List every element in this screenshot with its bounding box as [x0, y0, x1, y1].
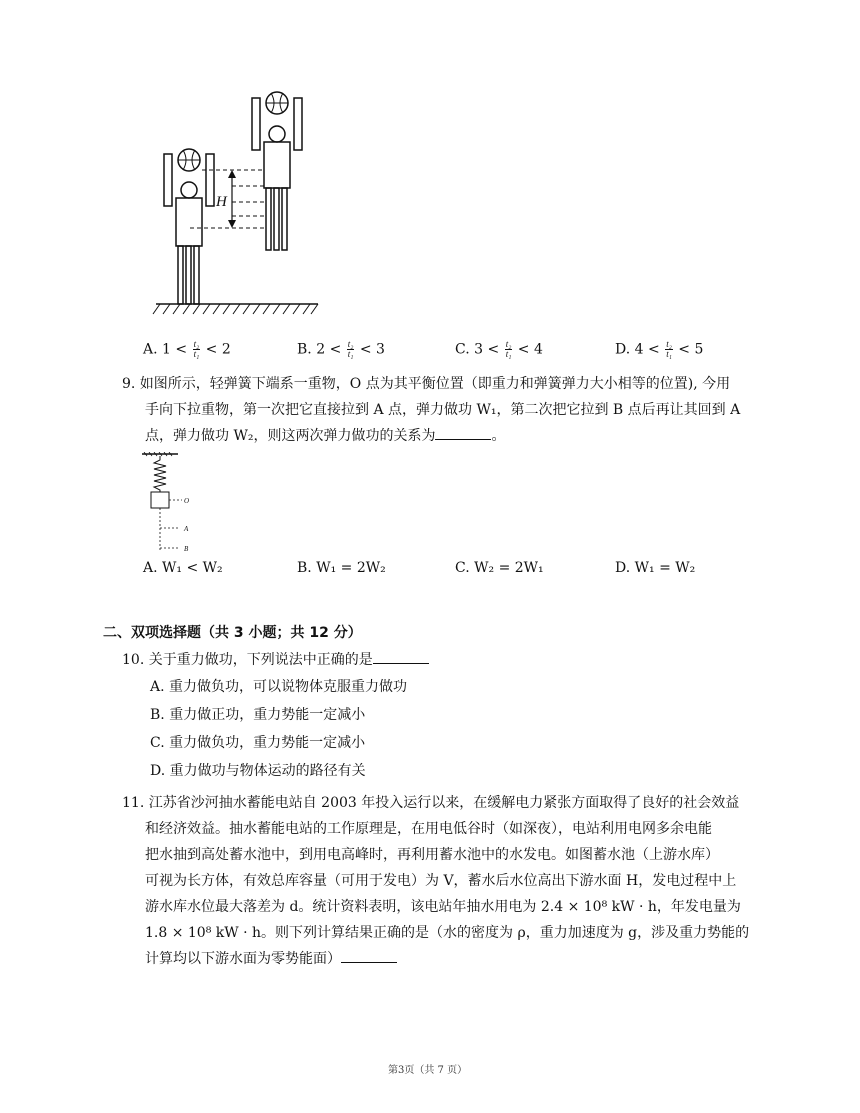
q11-line-3: 把水抽到高处蓄水池中，到用电高峰时，再利用蓄水池中的水发电。如图蓄水池（上游水库） [145, 847, 719, 863]
height-label-h: H [216, 194, 227, 210]
q11-line-2: 和经济效益。抽水蓄能电站的工作原理是，在用电低谷时（如深夜），电站利用电网多余电能 [145, 821, 712, 837]
q10-option-a: A. 重力做负功，可以说物体克服重力做功 [150, 679, 408, 695]
q8-option-a: A. 1 < $\frac{\text{t₂}}{\text{t₁}}$ < 2 [143, 339, 231, 359]
q10-option-b: B. 重力做正功，重力势能一定减小 [150, 707, 366, 723]
q9-line-3: 点，弹力做功 W₂，则这两次弹力做功的关系为 。 [145, 428, 506, 444]
q9-line-1: 9. 如图所示，轻弹簧下端系一重物，O 点为其平衡位置（即重力和弹簧弹力大小相等的位置), 今用 [122, 376, 731, 392]
q11-line-1: 11. 江苏省沙河抽水蓄能电站自 2003 年投入运行以来，在缓解电力紧张方面取得了良好的社会效益 [122, 795, 740, 811]
q10-option-d: D. 重力做功与物体运动的路径有关 [150, 763, 366, 779]
q8-option-c: C. 3 < $\frac{\text{t₂}}{\text{t₁}}$ < 4 [455, 339, 543, 359]
point-o-label: O [184, 497, 190, 505]
q11-line-4: 可视为长方体，有效总库容量（可用于发电）为 V，蓄水后水位高出下游水面 H，发电过程中上 [145, 873, 737, 889]
q9-line-2: 手向下拉重物，第一次把它直接拉到 A 点，弹力做功 W₁，第二次把它拉到 B 点后再让其回到 A [145, 402, 741, 418]
q9-answer-blank [435, 427, 491, 440]
q10-option-c: C. 重力做负功，重力势能一定减小 [150, 735, 366, 751]
q11-line-6: 1.8 × 10⁸ kW · h。则下列计算结果正确的是（水的密度为 ρ，重力加速度为 g，涉及重力势能的 [145, 925, 750, 941]
q10-answer-blank [373, 651, 429, 664]
q9-option-c: C. W₂ = 2W₁ [455, 560, 544, 576]
q8-option-d: D. 4 < $\frac{\text{t₂}}{\text{t₁}}$ < 5 [615, 339, 704, 359]
section-title: 二、双项选择题（共 3 小题；共 12 分） [103, 625, 362, 641]
page-footer: 第3页（共 7 页） [388, 1065, 468, 1076]
q9-option-d: D. W₁ = W₂ [615, 560, 696, 576]
spring-figure [140, 452, 200, 552]
q8-option-b: B. 2 < $\frac{\text{t₂}}{\text{t₁}}$ < 3 [297, 339, 385, 359]
q9-option-b: B. W₁ = 2W₂ [297, 560, 386, 576]
q11-line-5: 游水库水位最大落差为 d。统计资料表明，该电站年抽水用电为 2.4 × 10⁸ kW · h，年发电量为 [145, 899, 741, 915]
q11-line-7: 计算均以下游水面为零势能面） [145, 949, 397, 969]
q10-stem: 10. 关于重力做功，下列说法中正确的是 [122, 650, 429, 670]
q9-option-a: A. W₁ < W₂ [143, 560, 223, 576]
jump-figure [140, 88, 330, 316]
point-a-label: A [184, 525, 189, 533]
point-b-label: B [184, 545, 189, 552]
q11-answer-blank [341, 950, 397, 963]
